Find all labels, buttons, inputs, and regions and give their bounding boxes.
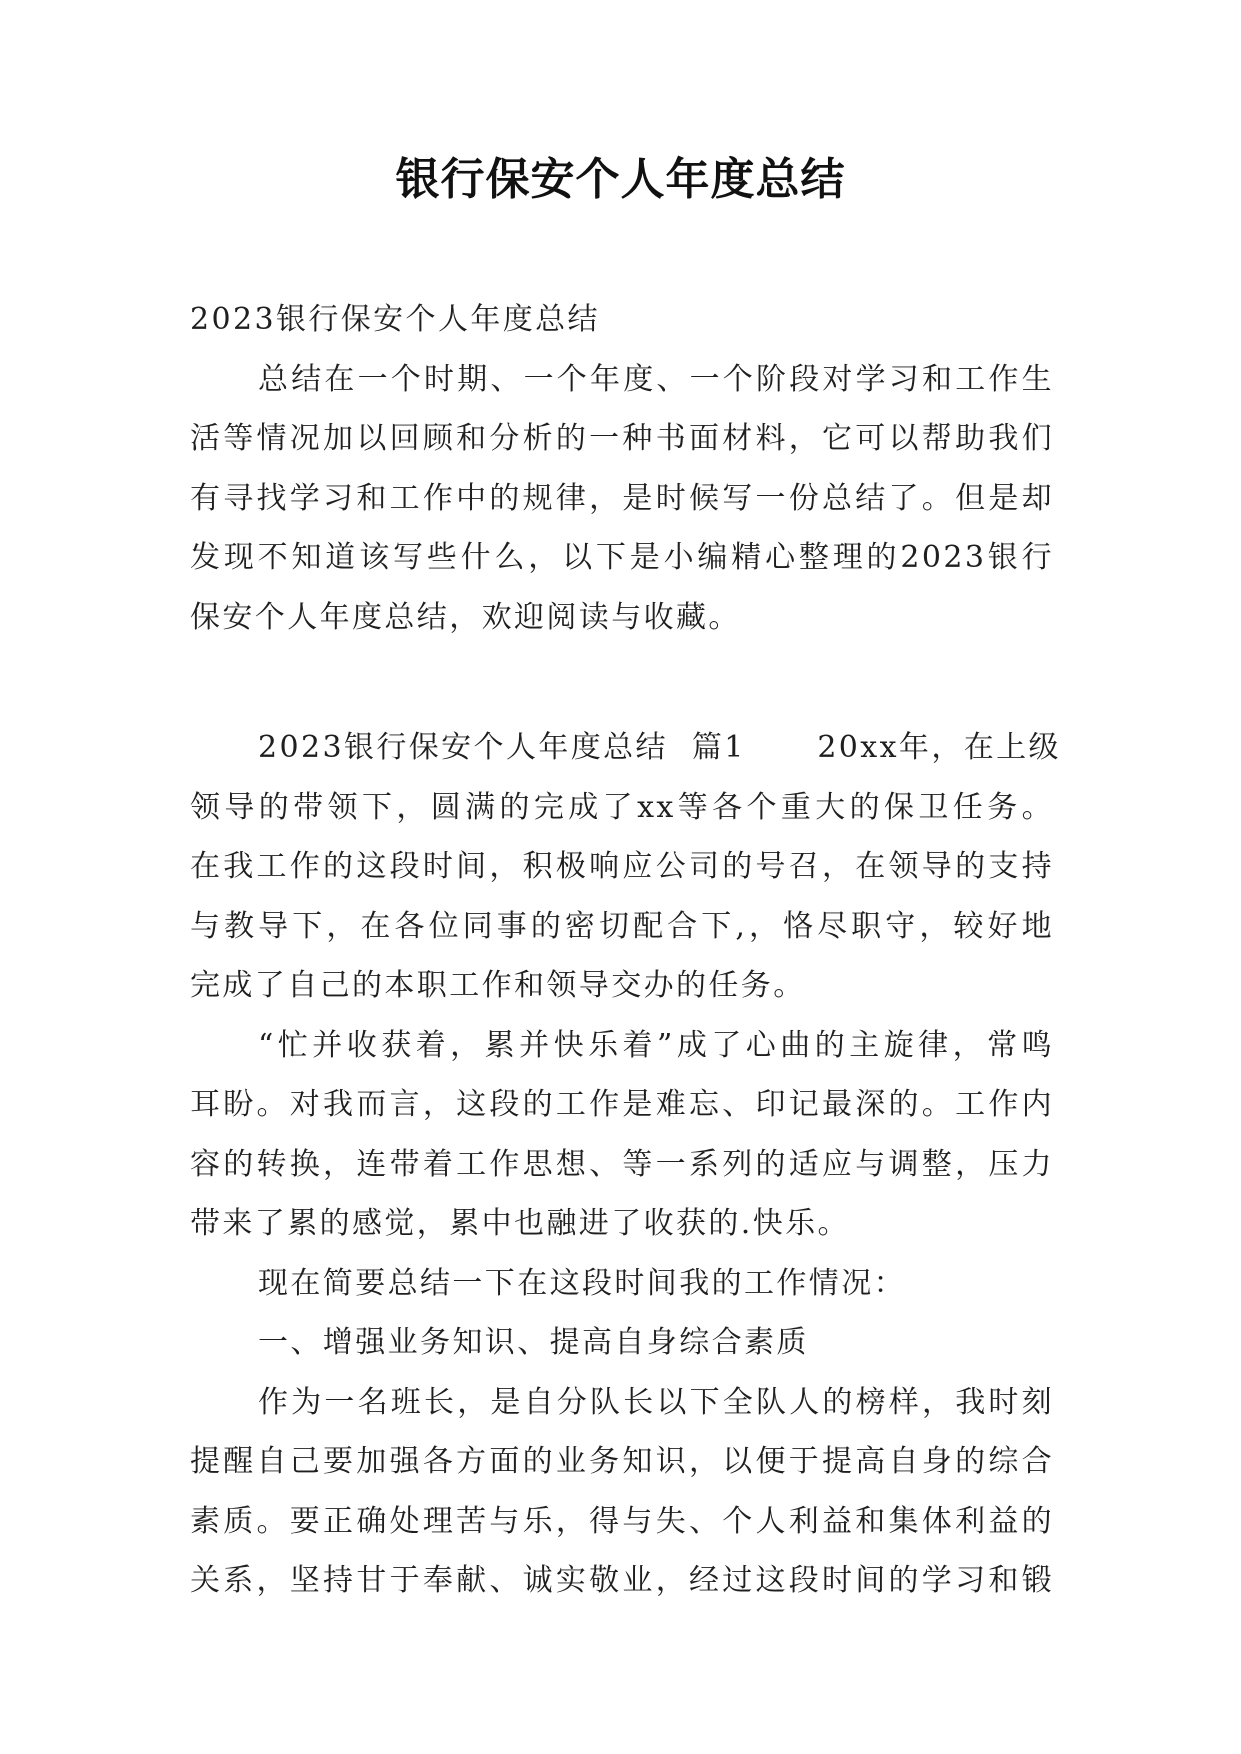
paragraph-line: 作为一名班长，是自分队长以下全队人的榜样，我时刻 xyxy=(258,1384,1054,1420)
paragraph-line: 有寻找学习和工作中的规律，是时候写一份总结了。但是却 xyxy=(190,480,1054,516)
paragraph-line: 活等情况加以回顾和分析的一种书面材料，它可以帮助我们 xyxy=(190,421,1054,456)
paragraph-line: 提醒自己要加强各方面的业务知识，以便于提高自身的综合 xyxy=(190,1444,1054,1479)
document-title: 银行保安个人年度总结 xyxy=(395,154,846,205)
paragraph-line: 保安个人年度总结，欢迎阅读与收藏。 xyxy=(190,599,741,635)
paragraph-line: 关系，坚持甘于奉献、诚实敬业，经过这段时间的学习和锻 xyxy=(190,1563,1054,1598)
paragraph-line: 现在简要总结一下在这段时间我的工作情况： xyxy=(258,1265,906,1301)
paragraph-line: 总结在一个时期、一个年度、一个阶段对学习和工作生 xyxy=(258,361,1054,397)
document-body xyxy=(190,290,1061,1611)
paragraph-line: 与教导下，在各位同事的密切配合下,，恪尽职守，较好地 xyxy=(190,908,1054,944)
section-heading-line: 2023银行保安个人年度总结 篇1 20xx年，在上级 xyxy=(258,730,1061,765)
paragraph-line: “忙并收获着，累并快乐着”成了心曲的主旋律，常鸣 xyxy=(258,1027,1054,1063)
paragraph-line: 发现不知道该写些什么，以下是小编精心整理的2023银行 xyxy=(190,540,1054,575)
paragraph-gap xyxy=(190,647,1054,718)
paragraph-line: 在我工作的这段时间，积极响应公司的号召，在领导的支持 xyxy=(190,849,1054,884)
paragraph-line: 领导的带领下，圆满的完成了xx等各个重大的保卫任务。 xyxy=(190,789,1054,825)
paragraph-line: 带来了累的感觉，累中也融进了收获的.快乐。 xyxy=(190,1206,850,1241)
paragraph-line: 完成了自己的本职工作和领导交办的任务。 xyxy=(190,968,806,1003)
paragraph-line: 耳盼。对我而言，这段的工作是难忘、印记最深的。工作内 xyxy=(190,1087,1054,1122)
subtitle-line: 2023银行保安个人年度总结 xyxy=(190,302,600,337)
section-heading: 一、增强业务知识、提高自身综合素质 xyxy=(258,1325,809,1360)
paragraph-line: 容的转换，连带着工作思想、等一系列的适应与调整，压力 xyxy=(190,1146,1054,1182)
paragraph-line: 素质。要正确处理苦与乐，得与失、个人利益和集体利益的 xyxy=(190,1503,1054,1539)
